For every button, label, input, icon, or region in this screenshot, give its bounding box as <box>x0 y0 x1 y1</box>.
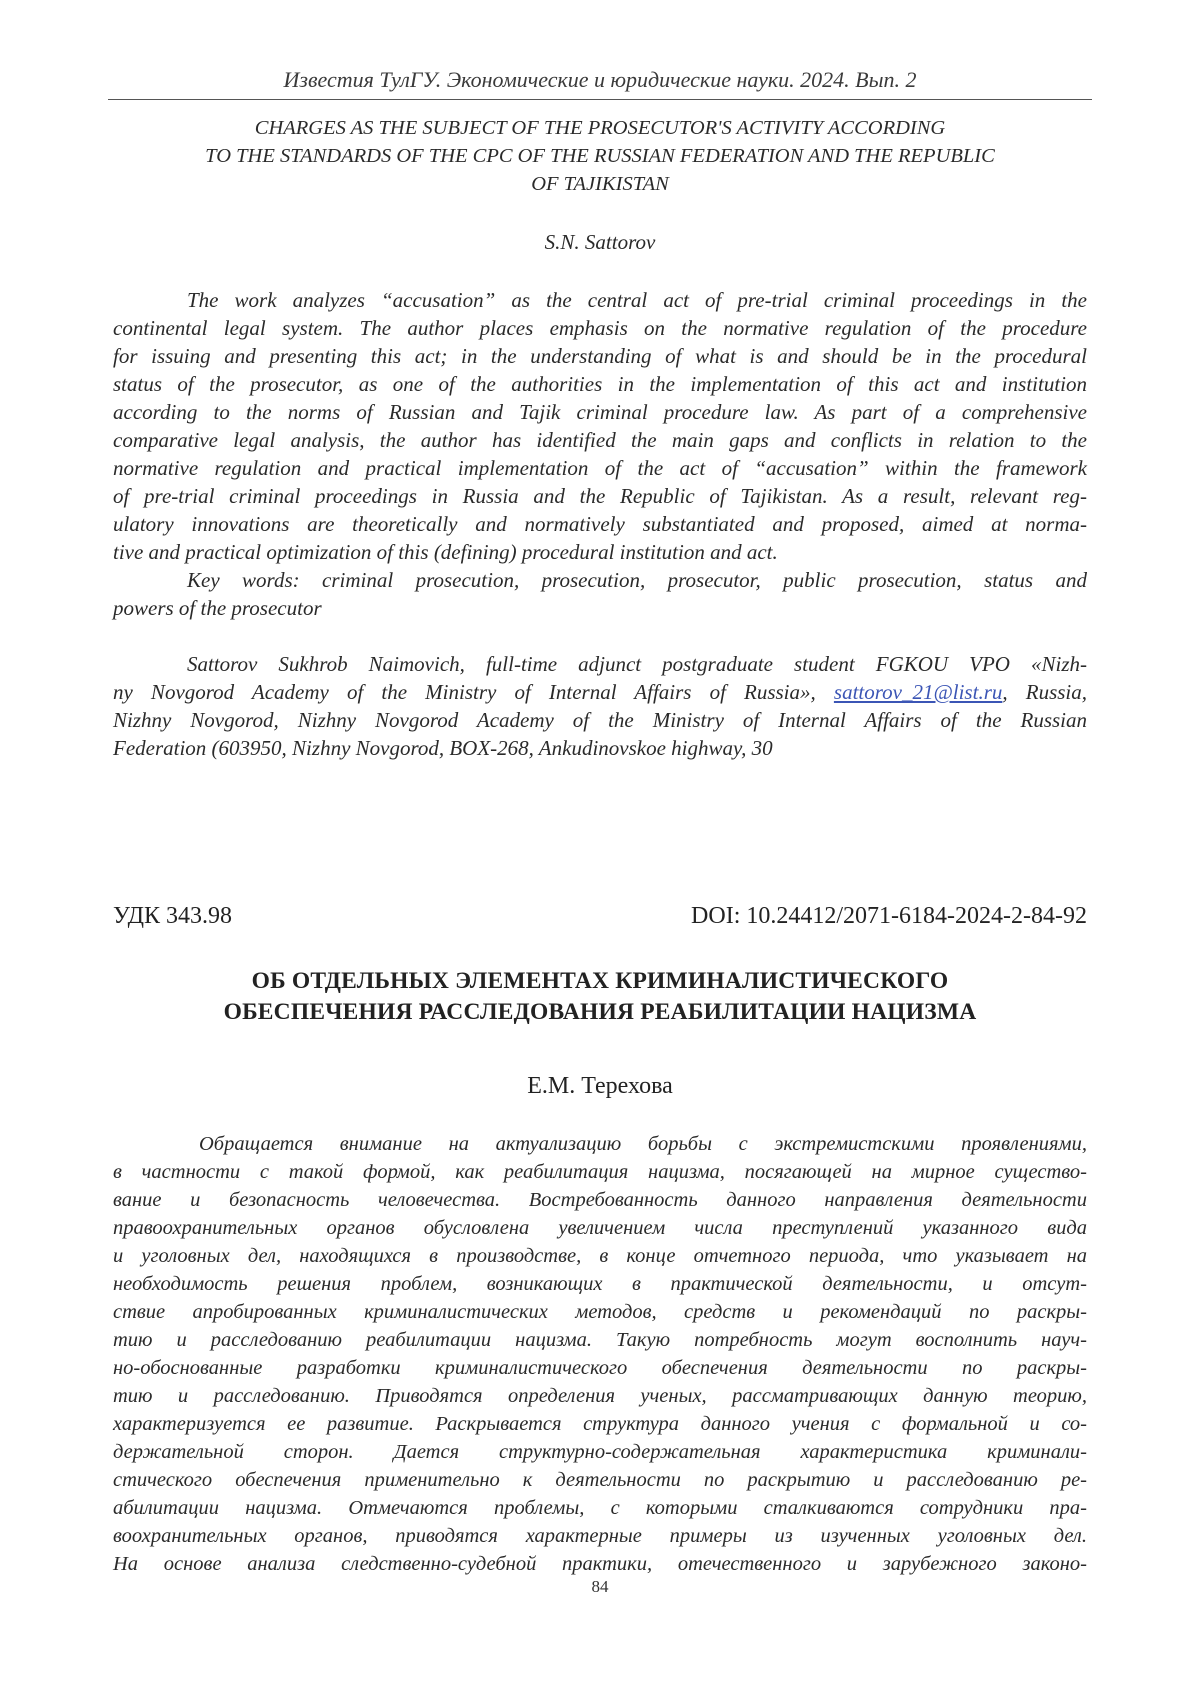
abstract-line: continental legal system. The author places emphasis on the normative regulation of the procedure <box>113 316 1087 340</box>
english-abstract <box>113 286 1087 566</box>
abstract-line: The work analyzes “accusation” as the central act of pre-trial criminal proceedings in the <box>187 288 1087 312</box>
affiliation-line: Sattorov Sukhrob Naimovich, full-time adjunct postgraduate student FGKOU VPO «Nizh- <box>187 652 1087 676</box>
abstract-line: tive and practical optimization of this (defining) procedural institution and act. <box>113 540 778 564</box>
russian-title-line: ОБЕСПЕЧЕНИЯ РАССЛЕДОВАНИЯ РЕАБИЛИТАЦИИ НАЦИЗМА <box>223 999 977 1025</box>
keywords-line: powers of the prosecutor <box>113 596 322 620</box>
author-email-link[interactable]: sattorov_21@list.ru <box>833 680 1003 704</box>
abstract-line: comparative legal analysis, the author has identified the main gaps and conflicts in relation to the <box>113 428 1087 452</box>
abstract-line: характеризуется ее развитие. Раскрывается структура данного учения с формальной и со- <box>113 1413 1087 1435</box>
abstract-line: according to the norms of Russian and Tajik criminal procedure law. As part of a comprehensive <box>113 400 1087 424</box>
russian-author: Е.М. Терехова <box>527 1073 673 1099</box>
abstract-line: стического обеспечения применительно к деятельности по раскрытию и расследованию ре- <box>113 1469 1087 1491</box>
abstract-line: и уголовных дел, находящихся в производстве, в конце отчетного периода, что указывает на <box>113 1245 1087 1267</box>
abstract-line: но-обоснованные разработки криминалистического обеспечения деятельности по раскры- <box>113 1357 1087 1379</box>
abstract-line: тию и расследованию реабилитации нацизма. Такую потребность могут восполнить науч- <box>113 1329 1087 1351</box>
affiliation-line <box>113 678 1087 706</box>
english-title-line: OF TAJIKISTAN <box>531 173 669 195</box>
english-title-line: TO THE STANDARDS OF THE CPC OF THE RUSSIAN FEDERATION AND THE REPUBLIC <box>205 145 995 167</box>
abstract-line: вание и безопасность человечества. Востребованность данного направления деятельности <box>113 1189 1087 1211</box>
english-article-title <box>108 114 1092 198</box>
udk-code: УДК 343.98 <box>113 903 232 929</box>
english-title-line: CHARGES AS THE SUBJECT OF THE PROSECUTOR'S ACTIVITY ACCORDING <box>254 117 946 139</box>
abstract-line: абилитации нацизма. Отмечаются проблемы, с которыми сталкиваются сотрудники пра- <box>113 1497 1087 1519</box>
abstract-line: ulatory innovations are theoretically and normatively substantiated and proposed, aimed at norma- <box>113 512 1087 536</box>
russian-title-line: ОБ ОТДЕЛЬНЫХ ЭЛЕМЕНТАХ КРИМИНАЛИСТИЧЕСКОГО <box>251 968 949 994</box>
russian-article-title <box>108 966 1092 1028</box>
abstract-line: ствие апробированных криминалистических методов, средств и рекомендаций по раскры- <box>113 1301 1087 1323</box>
abstract-line: status of the prosecutor, as one of the authorities in the implementation of this act and institution <box>113 372 1087 396</box>
abstract-line: тию и расследованию. Приводятся определения ученых, рассматривающих данную теорию, <box>113 1385 1087 1407</box>
doi-identifier: DOI: 10.24412/2071-6184-2024-2-84-92 <box>691 903 1087 929</box>
abstract-line: необходимость решения проблем, возникающих в практической деятельности, и отсут- <box>113 1273 1087 1295</box>
keywords-line: Key words: criminal prosecution, prosecution, prosecutor, public prosecution, status and <box>187 568 1087 592</box>
running-header: Известия ТулГУ. Экономические и юридические науки. 2024. Вып. 2 <box>283 67 917 92</box>
abstract-line: в частности с такой формой, как реабилитация нацизма, посягающей на мирное существо- <box>113 1161 1087 1183</box>
abstract-line: for issuing and presenting this act; in the understanding of what is and should be in the procedural <box>113 344 1087 368</box>
abstract-line: правоохранительных органов обусловлена увеличением числа преступлений указанного вида <box>113 1217 1087 1239</box>
abstract-line: На основе анализа следственно-судебной практики, отечественного и зарубежного законо- <box>113 1553 1087 1575</box>
english-keywords <box>113 566 1087 622</box>
abstract-line: of pre-trial criminal proceedings in Russia and the Republic of Tajikistan. As a result, relevant reg- <box>113 484 1087 508</box>
author-affiliation <box>113 650 1087 762</box>
english-author: S.N. Sattorov <box>544 230 656 254</box>
abstract-line: воохранительных органов, приводятся характерные примеры из изученных уголовных дел. <box>113 1525 1087 1547</box>
header-divider <box>108 99 1092 100</box>
abstract-line: Обращается внимание на актуализацию борьбы с экстремистскими проявлениями, <box>199 1133 1087 1155</box>
abstract-line: normative regulation and practical implementation of the act of “accusation” within the framework <box>113 456 1087 480</box>
page-number: 84 <box>591 1577 609 1596</box>
affiliation-text: ny Novgorod Academy of the Ministry of Internal Affairs of Russia», <box>113 680 834 704</box>
affiliation-line: Federation (603950, Nizhny Novgorod, BOX-268, Ankudinovskoe highway, 30 <box>113 736 773 760</box>
affiliation-text: , Russia, <box>1002 680 1087 704</box>
abstract-line: держательной сторон. Дается структурно-содержательная характеристика криминали- <box>113 1441 1087 1463</box>
russian-abstract <box>113 1130 1087 1578</box>
affiliation-line: Nizhny Novgorod, Nizhny Novgorod Academy of the Ministry of Internal Affairs of the Russian <box>113 708 1087 732</box>
